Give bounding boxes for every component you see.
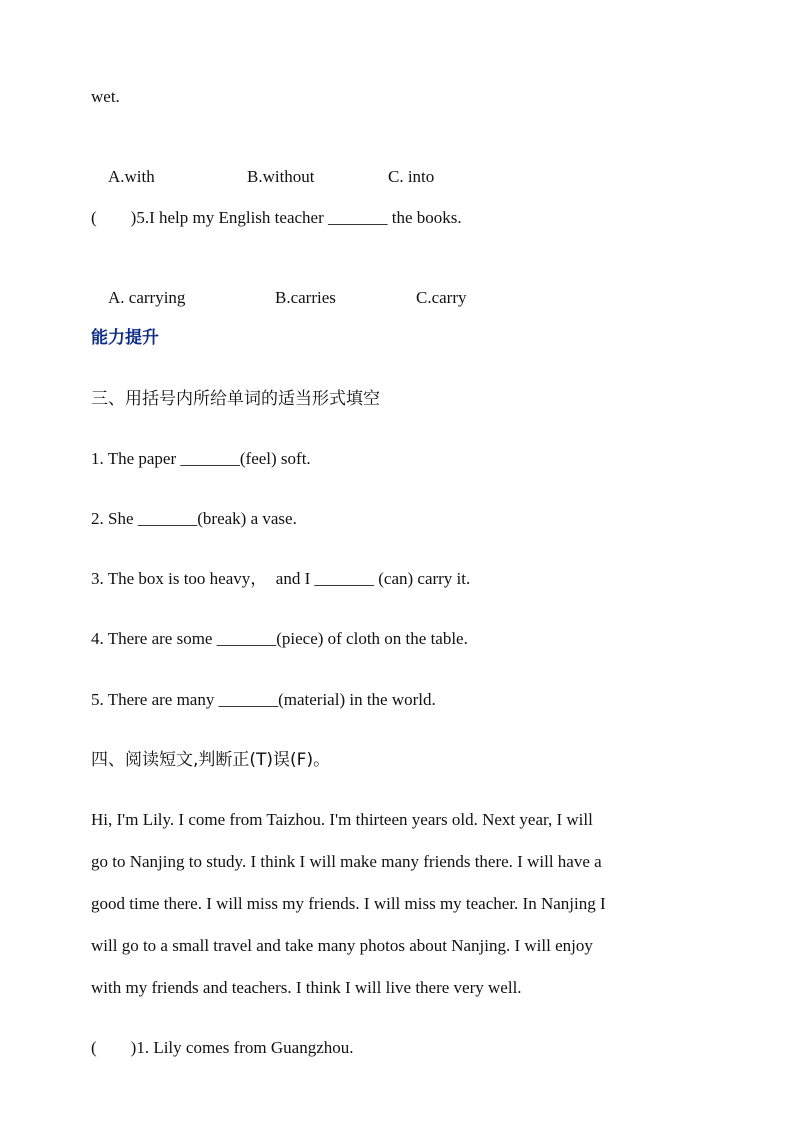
part3-item-2: 2. She _______(break) a vase. — [91, 509, 297, 528]
prev-question-tail: wet. — [91, 87, 120, 106]
options-q4 — [91, 147, 434, 207]
option-a: A. carrying — [108, 288, 186, 307]
section-heading: 能力提升 — [91, 328, 159, 348]
part3-item-4: 4. There are some _______(piece) of cloth on the table. — [91, 629, 468, 648]
part3-item-5: 5. There are many _______(material) in the world. — [91, 690, 436, 709]
part3-item-3: 3. The box is too heavy， and I _______ (can) carry it. — [91, 569, 471, 588]
passage-line: will go to a small travel and take many photos about Nanjing. I will enjoy — [91, 936, 593, 955]
option-b: B.without — [247, 167, 315, 186]
part3-item-1: 1. The paper _______(feel) soft. — [91, 449, 311, 468]
passage-line: Hi, I'm Lily. I come from Taizhou. I'm thirteen years old. Next year, I will — [91, 810, 593, 829]
passage-line: go to Nanjing to study. I think I will make many friends there. I will have a — [91, 852, 602, 871]
option-b: B.carries — [275, 288, 336, 307]
options-q5 — [91, 268, 467, 328]
option-c: C. into — [388, 167, 435, 186]
option-a: A.with — [108, 167, 155, 186]
passage-line: with my friends and teachers. I think I will live there very well. — [91, 978, 522, 997]
question-5: ( )5.I help my English teacher _______ the books. — [91, 208, 462, 227]
part4-title: 四、阅读短文,判断正(T)误(F)。 — [91, 750, 331, 770]
passage-line: good time there. I will miss my friends. I will miss my teacher. In Nanjing I — [91, 894, 606, 913]
option-c: C.carry — [416, 288, 467, 307]
part4-question-1: ( )1. Lily comes from Guangzhou. — [91, 1038, 354, 1057]
part3-title: 三、用括号内所给单词的适当形式填空 — [91, 389, 380, 409]
